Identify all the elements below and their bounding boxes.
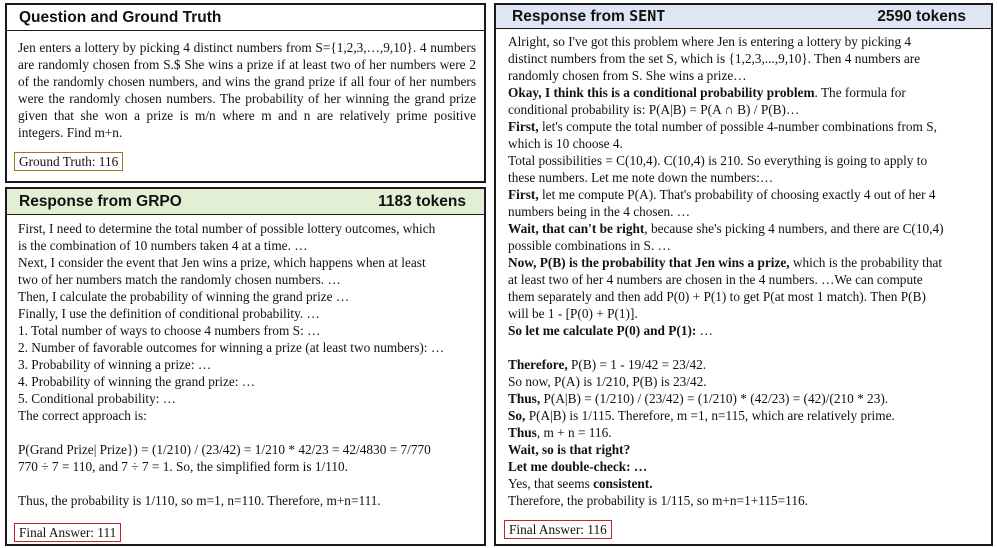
question-text-block <box>18 39 476 141</box>
sent-text-segment: . The formula for <box>814 85 906 100</box>
grpo-response-panel <box>5 187 486 546</box>
sent-text-segment: P(A|B) = (1/210) / (23/42) = (1/210) * (42/23) = (42)/(210 * 23). <box>540 391 889 406</box>
sent-text-segment: randomly chosen from S. She wins a prize… <box>508 68 747 83</box>
sent-bold-phrase: First, <box>508 119 539 134</box>
sent-bold-phrase: Therefore, <box>508 357 568 372</box>
sent-bold-phrase: Wait, so is that right? <box>508 442 631 457</box>
ground-truth-box: Ground Truth: 116 <box>14 152 123 171</box>
sent-text-line <box>508 271 986 288</box>
sent-text-segment: , because she's picking 4 numbers, and there are C(10,4) <box>644 221 944 236</box>
sent-text-line <box>508 67 986 84</box>
sent-text-line <box>508 322 986 339</box>
grpo-text-line: The correct approach is: <box>18 408 147 423</box>
sent-text-segment: Total possibilities = C(10,4). C(10,4) is 210. So everything is going to apply to <box>508 153 928 168</box>
grpo-text-line: 1. Total number of ways to choose 4 numbers from S: … <box>18 323 321 338</box>
question-panel-title: Question and Ground Truth <box>19 8 222 26</box>
sent-bold-phrase: So let me calculate P(0) and P(1): <box>508 323 697 338</box>
sent-text-segment: P(B) = 1 - 19/42 = 23/42. <box>567 357 707 372</box>
sent-token-count: 2590 tokens <box>877 7 966 25</box>
sent-bold-phrase: So, <box>508 408 526 423</box>
grpo-text-line <box>18 475 478 492</box>
sent-text-line <box>508 356 986 373</box>
sent-text-segment: them separately and then add P(0) + P(1) to get P(at most 1 match). Then P(B) <box>508 289 926 304</box>
sent-text-segment: conditional probability is: P(A|B) = P(A ∩ B) / P(B)… <box>508 102 800 117</box>
sent-text-line <box>508 305 986 322</box>
question-panel-header <box>7 5 484 31</box>
grpo-text-line <box>18 424 478 441</box>
sent-text-segment: let me compute P(A). That's probability of choosing exactly 4 out of her 4 <box>538 187 936 202</box>
grpo-text-line: Thus, the probability is 1/110, so m=1, n=110. Therefore, m+n=111. <box>18 493 381 508</box>
sent-text-line <box>508 152 986 169</box>
sent-panel-header <box>496 5 991 29</box>
sent-text-segment: at least two of her 4 numbers are chosen in the 4 numbers. …We can compute <box>508 272 923 287</box>
sent-text-line <box>508 220 986 237</box>
sent-text-segment: So now, P(A) is 1/210, P(B) is 23/42. <box>508 374 707 389</box>
sent-text-segment: , m + n = 116. <box>536 425 612 440</box>
grpo-final-answer-box: Final Answer: 111 <box>14 523 121 542</box>
sent-text-line <box>508 407 986 424</box>
sent-text-line <box>508 475 986 492</box>
sent-text-line <box>508 458 986 475</box>
sent-panel-title <box>512 7 665 26</box>
grpo-text-line: Then, I calculate the probability of winning the grand prize … <box>18 289 350 304</box>
grpo-text-line: 3. Probability of winning a prize: … <box>18 357 212 372</box>
sent-text-segment: let's compute the total number of possible 4-number combinations from S, <box>538 119 937 134</box>
sent-text-segment: P(A|B) is 1/115. Therefore, m =1, n=115, which are relatively prime. <box>525 408 895 423</box>
sent-bold-phrase: Wait, that can't be right <box>508 221 645 236</box>
sent-bold-phrase: Let me double-check: … <box>508 459 648 474</box>
sent-text-line <box>508 33 986 50</box>
grpo-text-line: First, I need to determine the total number of possible lottery outcomes, which <box>18 221 436 236</box>
sent-text-line <box>508 118 986 135</box>
grpo-panel-title: Response from GRPO <box>19 192 182 210</box>
grpo-response-text <box>18 220 478 509</box>
sent-text-line <box>508 441 986 458</box>
sent-text-segment: Alright, so I've got this problem where Jen is entering a lottery by picking 4 <box>508 34 912 49</box>
grpo-text-line: 2. Number of favorable outcomes for winning a prize (at least two numbers): … <box>18 340 445 355</box>
grpo-panel-header <box>7 189 484 215</box>
sent-text-segment: will be 1 - [P(0) + P(1)]. <box>508 306 638 321</box>
sent-response-text <box>508 33 986 509</box>
grpo-token-count: 1183 tokens <box>378 192 466 210</box>
sent-text-line <box>508 339 986 356</box>
sent-text-line <box>508 288 986 305</box>
sent-bold-phrase: consistent. <box>593 476 653 491</box>
sent-text-line <box>508 169 986 186</box>
sent-bold-phrase: Thus <box>508 425 537 440</box>
sent-text-segment: these numbers. Let me note down the numbers:… <box>508 170 774 185</box>
sent-text-line <box>508 135 986 152</box>
sent-text-line <box>508 373 986 390</box>
sent-text-line <box>508 424 986 441</box>
sent-text-line <box>508 492 986 509</box>
grpo-text-line: 4. Probability of winning the grand prize: … <box>18 374 256 389</box>
sent-bold-phrase: Now, P(B) is the probability that Jen wins a prize, <box>508 255 790 270</box>
sent-text-segment: which is 10 choose 4. <box>508 136 623 151</box>
sent-text-line <box>508 84 986 101</box>
sent-text-segment: distinct numbers from the set S, which is {1,2,3,...,9,10}. Then 4 numbers are <box>508 51 921 66</box>
sent-text-line <box>508 237 986 254</box>
sent-text-segment: … <box>696 323 713 338</box>
sent-method-name: SENT <box>629 7 666 25</box>
sent-text-line <box>508 254 986 271</box>
grpo-text-line: two of her numbers match the randomly chosen numbers. … <box>18 272 341 287</box>
sent-final-answer-box: Final Answer: 116 <box>504 520 612 539</box>
sent-bold-phrase: First, <box>508 187 539 202</box>
sent-text-segment: Yes, that seems <box>508 476 594 491</box>
sent-text-line <box>508 186 986 203</box>
sent-text-line <box>508 50 986 67</box>
grpo-text-line: 770 ÷ 7 = 110, and 7 ÷ 7 = 1. So, the simplified form is 1/110. <box>18 459 348 474</box>
question-text: Jen enters a lottery by picking 4 distinct numbers from S={1,2,3,…,9,10}. 4 numbers are randomly chosen from S.$ She wins a prize if at least two of her numbers were 2 of the randomly chosen numbers, and wins the grand prize if all four of her numbers were the randomly chosen numbers. The probability of her winning the grand prize given that she won a prize is m/n where m and n are relatively prime positive integers. Find m+n. <box>18 40 476 140</box>
grpo-text-line: 5. Conditional probability: … <box>18 391 177 406</box>
sent-response-panel <box>494 3 993 546</box>
sent-text-segment: possible combinations in S. … <box>508 238 671 253</box>
sent-text-segment: numbers being in the 4 chosen. … <box>508 204 691 219</box>
grpo-text-line: Finally, I use the definition of conditional probability. … <box>18 306 320 321</box>
grpo-text-line: P(Grand Prize| Prize}) = (1/210) / (23/42) = 1/210 * 42/23 = 42/4830 = 7/770 <box>18 442 431 457</box>
sent-text-segment: Therefore, the probability is 1/115, so m+n=1+115=116. <box>508 493 808 508</box>
grpo-text-line: Next, I consider the event that Jen wins a prize, which happens when at least <box>18 255 426 270</box>
grpo-text-line: is the combination of 10 numbers taken 4 at a time. … <box>18 238 308 253</box>
sent-text-line <box>508 101 986 118</box>
sent-bold-phrase: Okay, I think this is a conditional probability problem <box>508 85 815 100</box>
sent-title-prefix: Response from <box>512 8 630 25</box>
sent-text-line <box>508 390 986 407</box>
sent-text-line <box>508 203 986 220</box>
sent-text-segment: which is the probability that <box>789 255 943 270</box>
sent-bold-phrase: Thus, <box>508 391 541 406</box>
